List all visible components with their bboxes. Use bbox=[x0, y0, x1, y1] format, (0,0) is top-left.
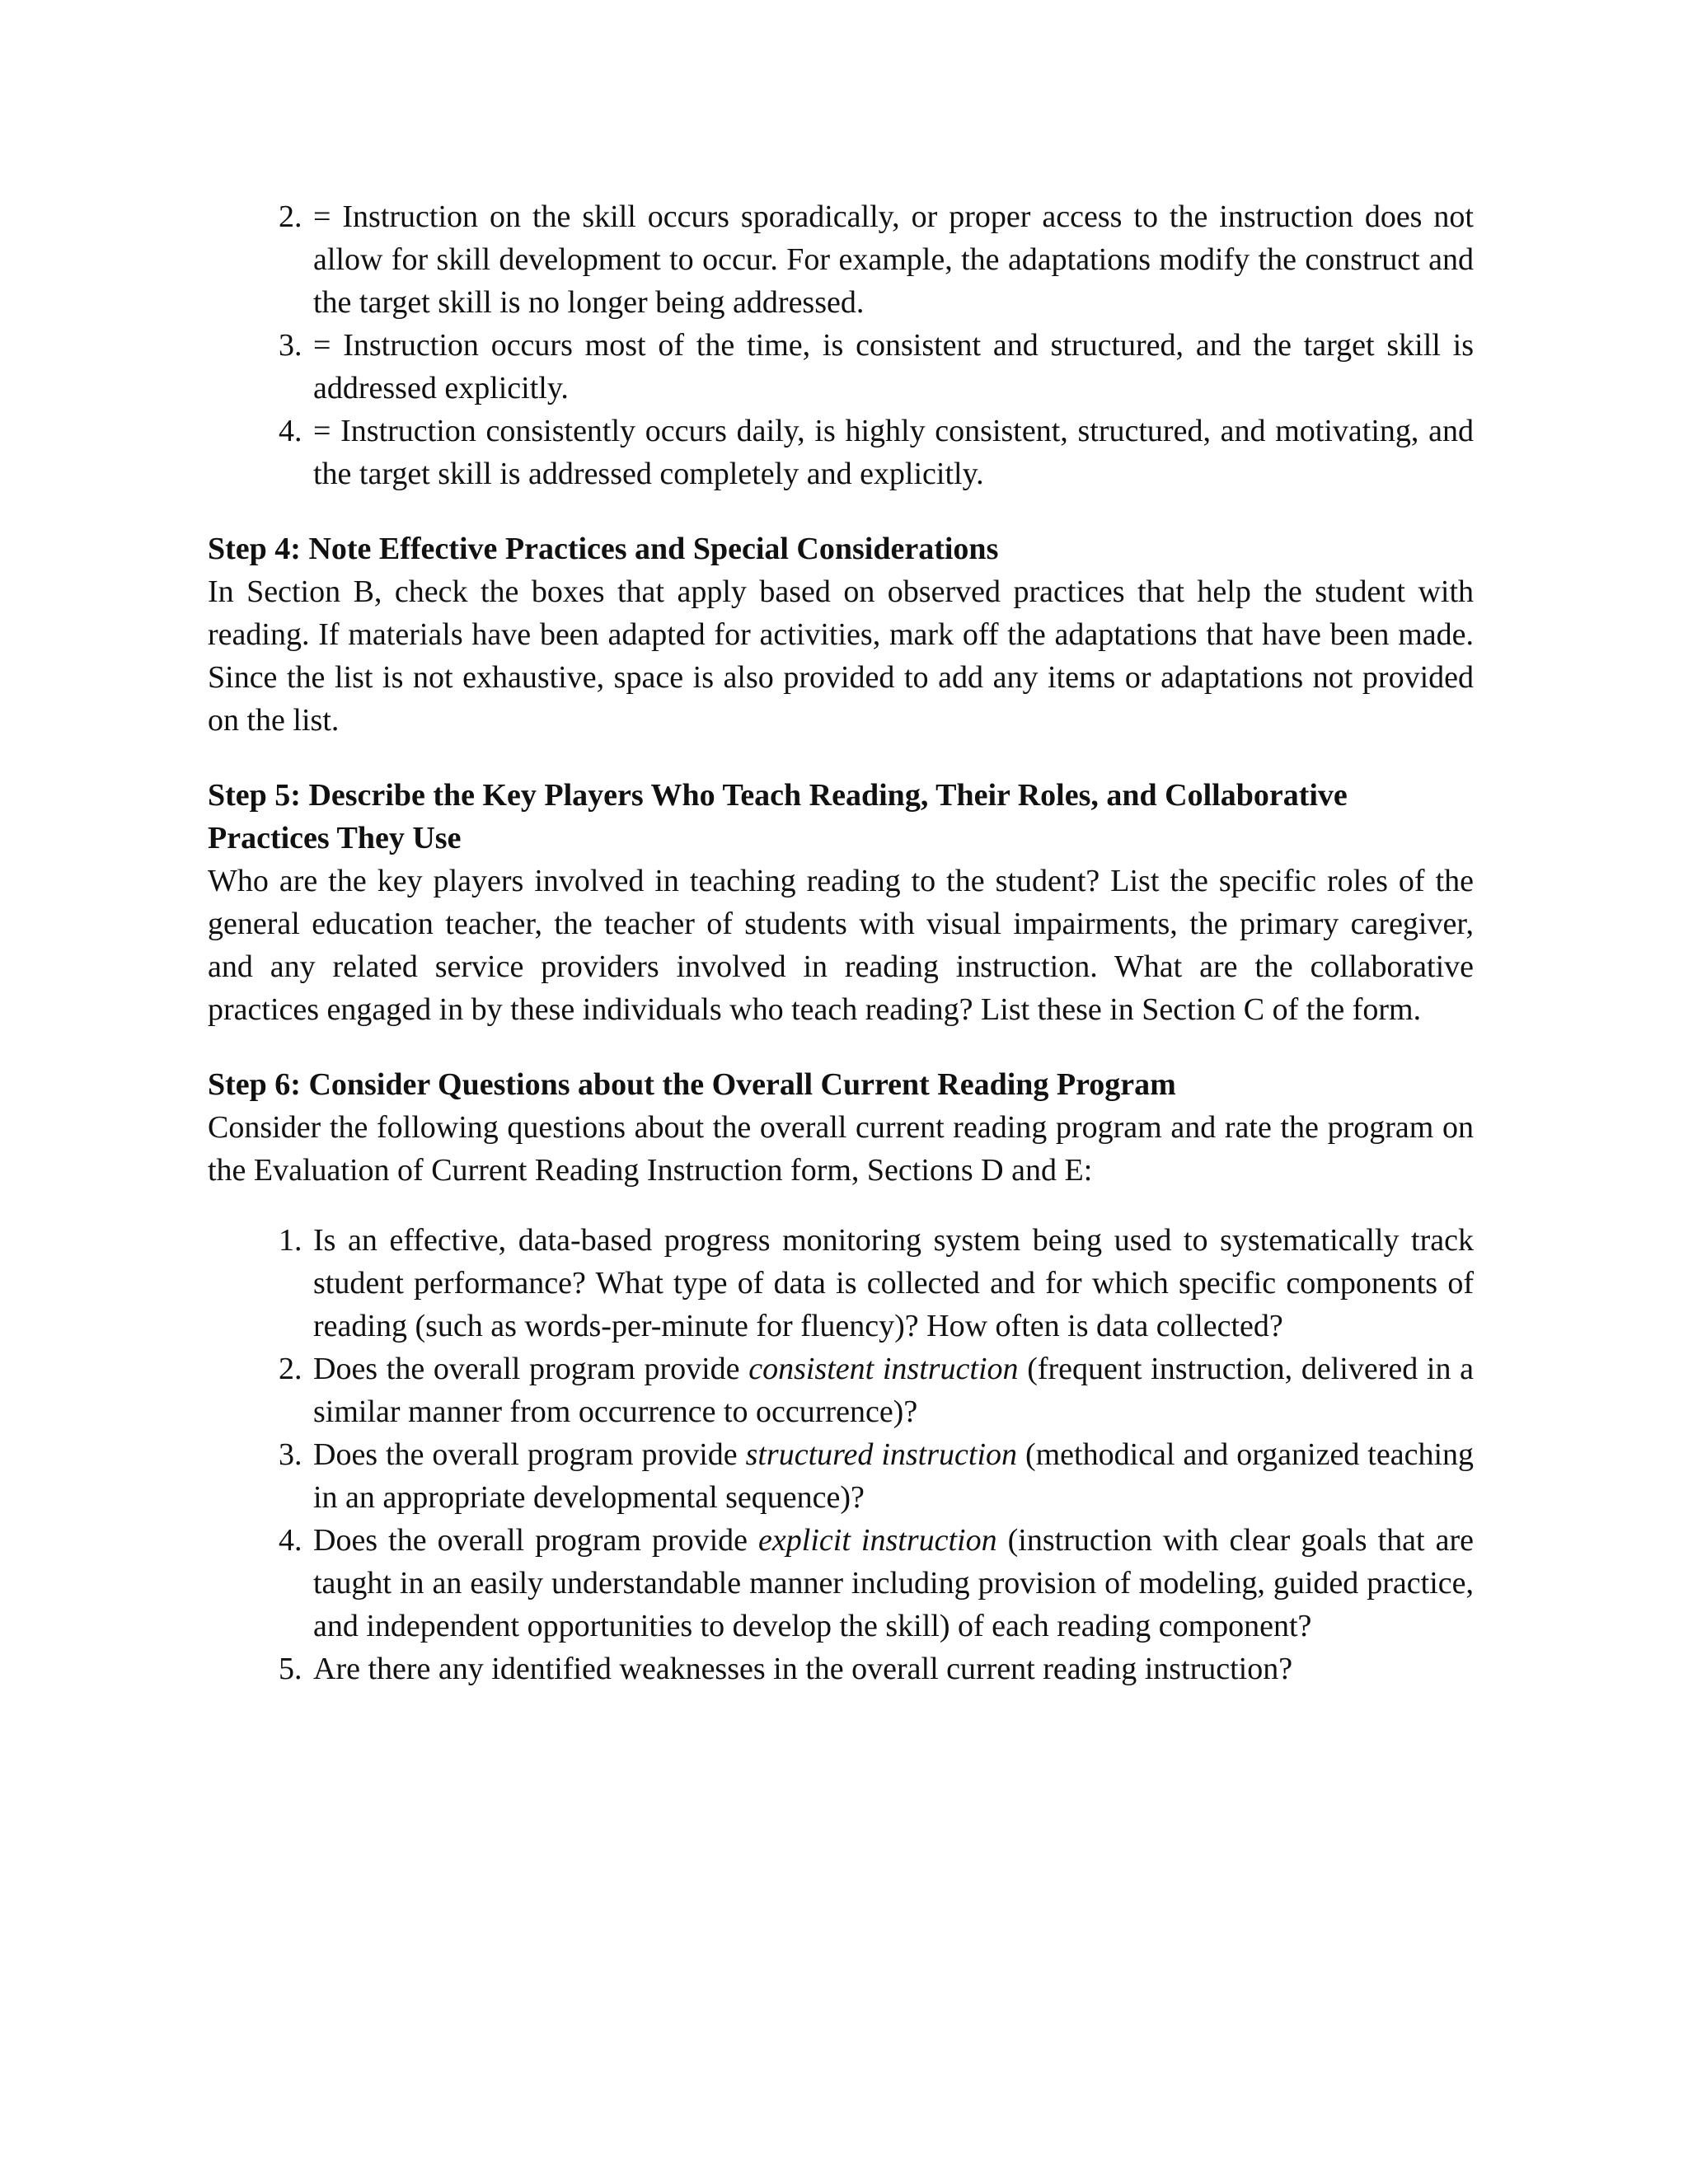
list-text: Does the overall program provide explicit instruction (instruction with clear goals that are taught in an easily understandable manner including provision of modeling, guided practice, and independent opportunities to develop the skill) of each reading component? bbox=[313, 1523, 1474, 1643]
emphasis-term: structured instruction bbox=[745, 1437, 1018, 1472]
step-4-heading: Step 4: Note Effective Practices and Special Considerations bbox=[208, 532, 999, 566]
list-number: 1. bbox=[279, 1223, 302, 1258]
step-4-section bbox=[208, 527, 1474, 742]
step-5-heading: Step 5: Describe the Key Players Who Teach Reading, Their Roles, and Collaborative Practices They Use bbox=[208, 778, 1348, 855]
list-item bbox=[208, 1219, 1474, 1347]
list-text: Does the overall program provide structured instruction (methodical and organized teaching in an appropriate developmental sequence)? bbox=[313, 1437, 1474, 1515]
emphasis-term: consistent instruction bbox=[748, 1352, 1019, 1386]
step-6-section bbox=[208, 1063, 1474, 1690]
step-6-body: Consider the following questions about the overall current reading program and rate the program on the Evaluation of Current Reading Instruction form, Sections D and E: bbox=[208, 1110, 1474, 1188]
program-questions-list bbox=[208, 1219, 1474, 1690]
rating-scale-list bbox=[208, 195, 1474, 495]
step-6-heading: Step 6: Consider Questions about the Overall Current Reading Program bbox=[208, 1067, 1176, 1102]
list-number: 3. bbox=[279, 328, 302, 363]
list-item bbox=[208, 1347, 1474, 1433]
list-item bbox=[208, 1433, 1474, 1519]
list-text: = Instruction consistently occurs daily, is highly consistent, structured, and motivating, and the target skill is addressed completely and explicitly. bbox=[313, 414, 1474, 491]
list-text: = Instruction occurs most of the time, is consistent and structured, and the target skill is addressed explicitly. bbox=[313, 328, 1474, 405]
list-number: 4. bbox=[279, 414, 302, 448]
list-item bbox=[208, 1519, 1474, 1647]
list-number: 2. bbox=[279, 199, 302, 234]
list-item bbox=[208, 324, 1474, 410]
list-item bbox=[208, 410, 1474, 495]
list-number: 2. bbox=[279, 1352, 302, 1386]
emphasis-term: explicit instruction bbox=[758, 1523, 997, 1558]
list-number: 5. bbox=[279, 1652, 302, 1686]
step-4-body: In Section B, check the boxes that apply based on observed practices that help the student with reading. If materials have been adapted for activities, mark off the adaptations that have been made. Since the list is not exhaustive, space is also provided to add any items or adaptations not provided on the list. bbox=[208, 574, 1474, 738]
list-number: 3. bbox=[279, 1437, 302, 1472]
step-5-body: Who are the key players involved in teaching reading to the student? List the specific roles of the general education teacher, the teacher of students with visual impairments, the primary caregiver, and any related service providers involved in reading instruction. What are the collaborative practices engaged in by these individuals who teach reading? List these in Section C of the form. bbox=[208, 864, 1474, 1027]
list-text: Are there any identified weaknesses in the overall current reading instruction? bbox=[313, 1652, 1293, 1686]
list-text: Is an effective, data-based progress monitoring system being used to systematically track student performance? What type of data is collected and for which specific components of reading (such as words-per-minute for fluency)? How often is data collected? bbox=[313, 1223, 1474, 1343]
list-number: 4. bbox=[279, 1523, 302, 1558]
page-content bbox=[208, 195, 1474, 1690]
list-item bbox=[208, 195, 1474, 324]
step-5-section bbox=[208, 774, 1474, 1031]
list-text: = Instruction on the skill occurs sporadically, or proper access to the instruction does not allow for skill development to occur. For example, the adaptations modify the construct and the target skill is no longer being addressed. bbox=[313, 199, 1474, 320]
list-text: Does the overall program provide consistent instruction (frequent instruction, delivered in a similar manner from occurrence to occurrence)? bbox=[313, 1352, 1474, 1429]
list-item bbox=[208, 1647, 1474, 1690]
